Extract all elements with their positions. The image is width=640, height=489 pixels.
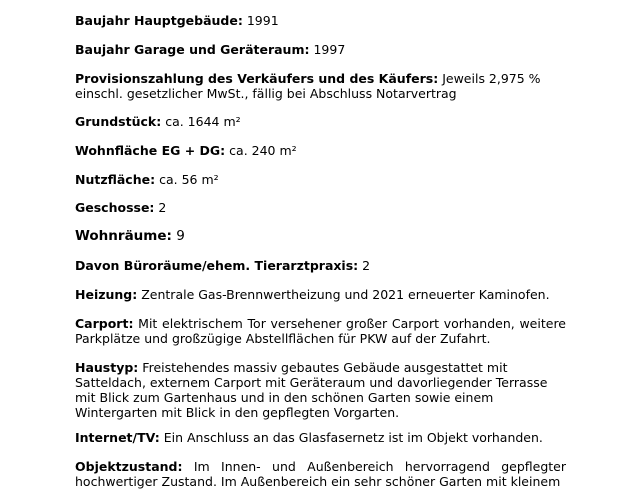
entry-wohnflaeche (75, 143, 566, 158)
entry-carport (75, 316, 566, 346)
entry-bueroraeume (75, 258, 566, 273)
entry-value: Jeweils 2,975 % einschl. gesetzlicher MwSt., fällig bei Abschluss Notarvertrag (75, 71, 541, 101)
entry-value: Zentrale Gas-Brennwertheizung und 2021 erneuerter Kaminofen. (141, 287, 550, 302)
entry-value: ca. 240 m² (229, 143, 297, 158)
entry-label: Baujahr Hauptgebäude: (75, 13, 243, 28)
entry-label: Grundstück: (75, 114, 162, 129)
entry-heizung (75, 287, 566, 302)
entry-nutzflaeche (75, 172, 566, 187)
entry-internet (75, 430, 566, 445)
entry-label: Baujahr Garage und Geräteraum: (75, 42, 310, 57)
entry-label: Objektzustand: (75, 459, 183, 474)
entry-label: Wohnfläche EG + DG: (75, 143, 226, 158)
entry-value: Freistehendes massiv gebautes Gebäude ausgestattet mit Satteldach, externem Carport mit Geräteraum und davorliegender Terrasse mit Blick zum Gartenhaus und in den schönen Garten sowie einem Wintergarten mit Blick in den gepflegten Vorgarten. (75, 360, 548, 420)
entry-value: 9 (176, 228, 185, 244)
entry-value: 2 (158, 200, 167, 215)
entry-value: 2 (362, 258, 371, 273)
entry-value: Mit elektrischem Tor versehener großer Carport vorhanden, weitere Parkplätze und großzügige Abstellflächen für PKW auf der Zufahrt. (75, 316, 566, 346)
entry-objektzustand (75, 459, 566, 489)
entry-label: Haustyp: (75, 360, 139, 375)
entry-wohnraeume (75, 229, 566, 244)
entry-value: ca. 56 m² (159, 172, 219, 187)
entry-value: Ein Anschluss an das Glasfasernetz ist im Objekt vorhanden. (163, 430, 543, 445)
entry-label: Internet/TV: (75, 430, 160, 445)
entry-baujahr-haupt (75, 13, 566, 28)
entry-label: Wohnräume: (75, 228, 172, 244)
entry-value: 1997 (313, 42, 346, 57)
entry-label: Davon Büroräume/ehem. Tierarztpraxis: (75, 258, 359, 273)
entry-grundstueck (75, 114, 566, 129)
entry-label: Nutzfläche: (75, 172, 156, 187)
entry-label: Provisionszahlung des Verkäufers und des Käufers: (75, 71, 439, 86)
entry-value: ca. 1644 m² (165, 114, 241, 129)
entry-value: 1991 (246, 13, 279, 28)
entry-label: Carport: (75, 316, 134, 331)
entry-haustyp (75, 360, 566, 420)
entry-value: Im Innen- und Außenbereich hervorragend gepflegter hochwertiger Zustand. Im Außenbereich ein sehr schöner Garten mit kleinem (75, 459, 566, 489)
entry-geschosse (75, 200, 566, 215)
entry-baujahr-garage (75, 42, 566, 57)
entry-provision (75, 71, 566, 101)
entry-label: Geschosse: (75, 200, 155, 215)
entry-label: Heizung: (75, 287, 138, 302)
